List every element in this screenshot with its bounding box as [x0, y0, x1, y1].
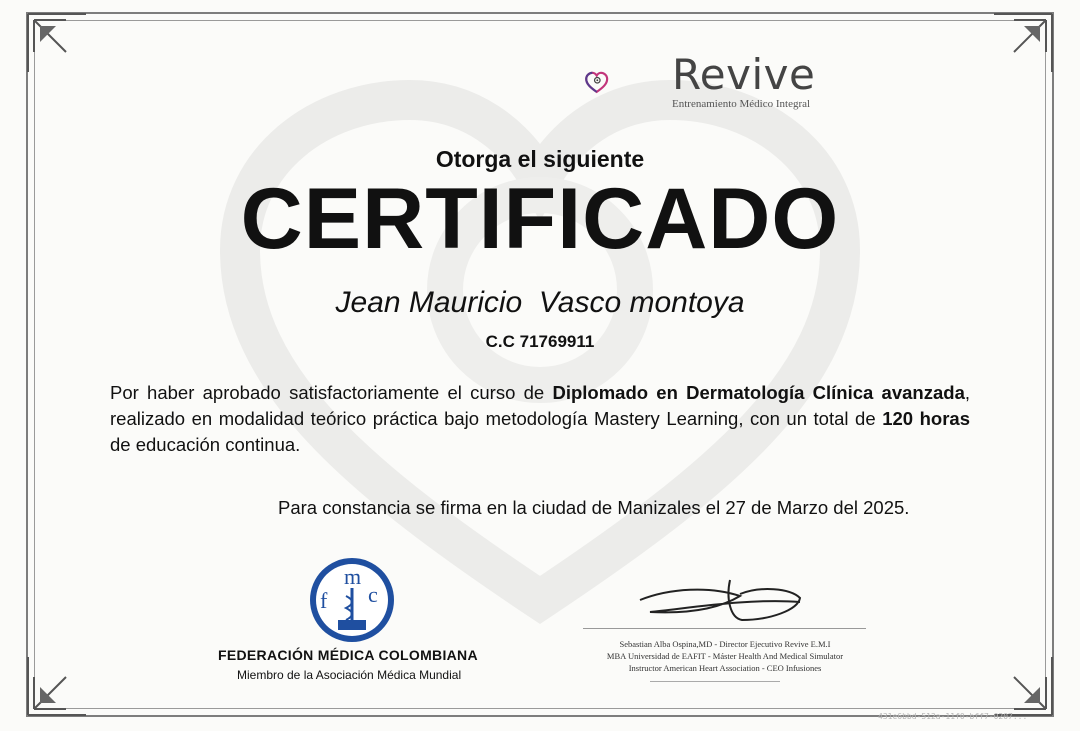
corner-ornament-top-left — [26, 12, 96, 82]
federation-name: FEDERACIÓN MÉDICA COLOMBIANA — [218, 647, 478, 663]
certificate-title: CERTIFICADO — [240, 171, 840, 267]
svg-text:m: m — [344, 564, 362, 589]
signatory-line-2: MBA Universidad de EAFIT - Máster Health And Medical Simulator — [606, 651, 844, 661]
body-part3: de educación continua. — [110, 434, 301, 455]
closing-statement: Para constancia se firma en la ciudad de Manizales el 27 de Marzo del 2025. — [278, 497, 910, 518]
body-part2: , realizado en modalidad teórico práctica bajo metodología Mastery Learning, con un total de — [110, 382, 970, 429]
signatory-line-1: Sebastian Alba Ospina,MD - Director Ejecutivo Revive E.M.I — [619, 639, 831, 649]
course-name: Diplomado en Dermatología Clínica avanzada — [552, 382, 965, 403]
signature-line — [583, 628, 866, 629]
certificate-intro: Otorga el siguiente — [435, 146, 645, 172]
heart-stethoscope-icon — [585, 48, 665, 118]
signature-underline — [650, 681, 780, 682]
corner-ornament-top-right — [984, 12, 1054, 82]
inner-border — [34, 20, 1046, 709]
body-part1: Por haber aprobado satisfactoriamente el curso de — [110, 382, 553, 403]
svg-text:c: c — [368, 582, 378, 607]
svg-text:f: f — [320, 588, 328, 613]
signatory-credentials — [560, 638, 890, 674]
signatory-line-3: Instructor American Heart Association - CEO Infusiones — [628, 663, 822, 673]
federation-subtitle: Miembro de la Asociación Médica Mundial — [237, 668, 462, 682]
corner-ornament-bottom-left — [26, 647, 96, 717]
recipient-name: Jean Mauricio Vasco montoya — [335, 286, 745, 319]
corner-ornament-bottom-right — [984, 647, 1054, 717]
course-hours: 120 horas — [882, 408, 971, 429]
verification-stamp: 431e6bbd-512a-11f0-bff7-0207... — [878, 712, 1028, 721]
brand-tagline: Entrenamiento Médico Integral — [672, 98, 811, 110]
signature-image — [630, 568, 820, 628]
federation-seal-icon — [308, 556, 396, 644]
recipient-id: C.C 71769911 — [485, 332, 595, 351]
brand-name: Revive — [672, 50, 816, 99]
certificate-body — [110, 380, 970, 458]
